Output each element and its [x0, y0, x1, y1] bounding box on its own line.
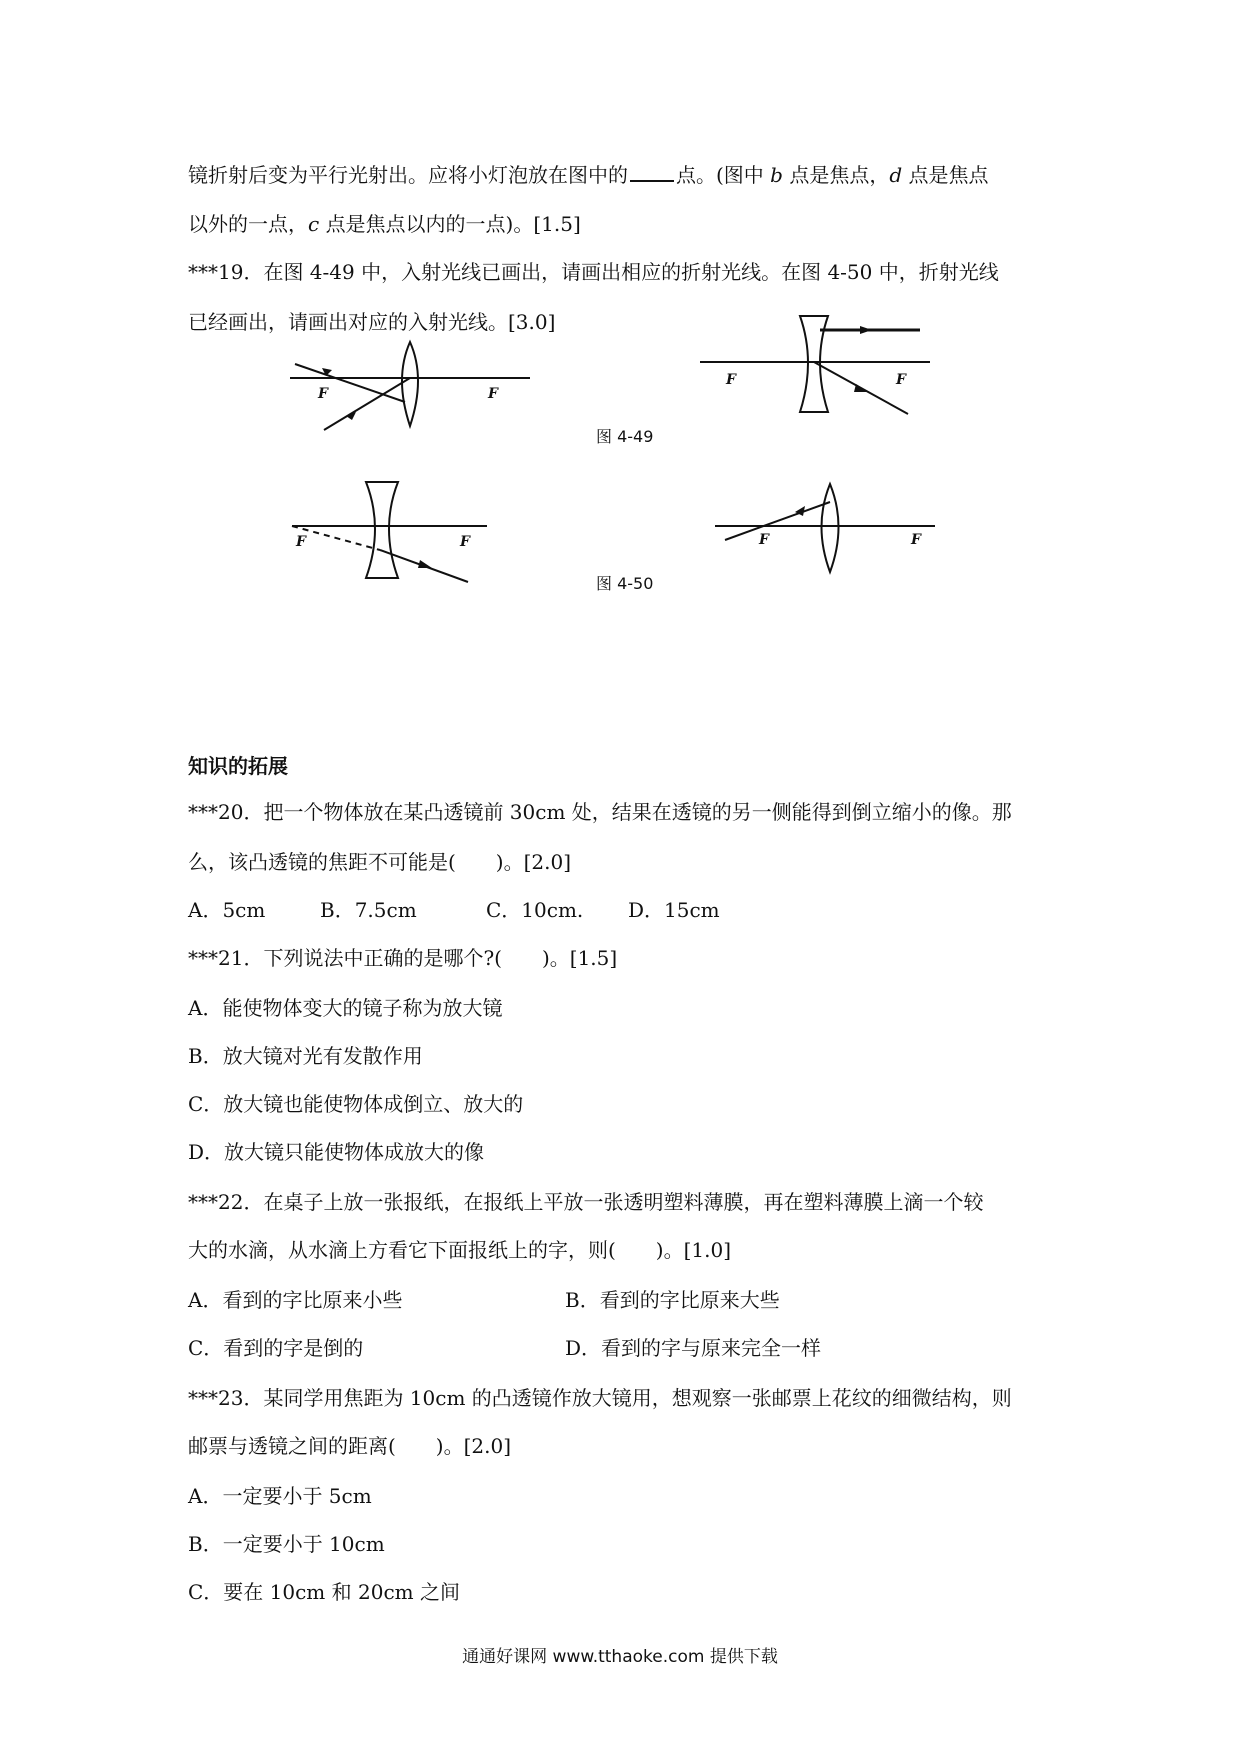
q23-line-2: 邮票与透镜之间的距离( )。[2.0] — [188, 1434, 512, 1458]
q18-text-e: 以外的一点， — [188, 212, 308, 236]
figure-4-49-caption: 图 4-49 — [596, 427, 654, 446]
q18-text-b: 点。(图中 — [676, 163, 764, 187]
q20-option-a: A．5cm — [188, 898, 266, 922]
q18-text-f: 点是焦点以内的一点)。[1.5] — [325, 212, 581, 236]
q22-option-d: D．看到的字与原来完全一样 — [565, 1336, 822, 1360]
q21-option-b: B．放大镜对光有发散作用 — [188, 1044, 423, 1068]
section-title: 知识的拓展 — [188, 754, 288, 778]
figure-4-50-left-focus-f1: F — [296, 534, 306, 550]
q19-line-2: 已经画出，请画出对应的入射光线。[3.0] — [188, 310, 556, 334]
page-footer: 通通好课网 www.tthaoke.com 提供下载 — [462, 1647, 778, 1667]
q18-point-c: c — [308, 212, 320, 236]
figure-4-49-concave-lens — [700, 312, 930, 422]
figure-4-49-left-focus-f1: F — [318, 386, 328, 402]
q23-option-b: B．一定要小于 10cm — [188, 1532, 385, 1556]
figure-4-50-convex-lens — [715, 484, 940, 574]
q18-answer-blank — [630, 160, 674, 182]
figure-4-49-left-focus-f2: F — [488, 386, 498, 402]
q20-option-c: C．10cm. — [486, 898, 584, 922]
figure-4-50-caption: 图 4-50 — [596, 574, 654, 593]
figure-4-50-right-focus-f2: F — [911, 532, 921, 548]
q23-option-a: A．一定要小于 5cm — [188, 1484, 372, 1508]
figure-4-50-concave-lens — [292, 478, 492, 588]
q18-text-c: 点是焦点， — [789, 163, 890, 187]
q18-point-d: d — [889, 163, 903, 187]
q22-option-a: A．看到的字比原来小些 — [188, 1288, 403, 1312]
q22-line-1: ***22．在桌子上放一张报纸，在报纸上平放一张透明塑料薄膜，再在塑料薄膜上滴一个较 — [188, 1190, 984, 1214]
q20-option-d: D．15cm — [628, 898, 720, 922]
figure-4-50-right-focus-f1: F — [759, 532, 769, 548]
q20-option-b: B．7.5cm — [320, 898, 417, 922]
q22-option-c: C．看到的字是倒的 — [188, 1336, 364, 1360]
figure-4-50-left-focus-f2: F — [460, 534, 470, 550]
q18-text-d: 点是焦点 — [908, 163, 989, 187]
q18-line-2 — [188, 210, 581, 238]
figure-4-49-right-focus-f1: F — [726, 372, 736, 388]
q22-option-b: B．看到的字比原来大些 — [565, 1288, 780, 1312]
q18-text-a: 镜折射后变为平行光射出。应将小灯泡放在图中的 — [188, 163, 628, 187]
q20-options — [188, 896, 720, 924]
q23-option-c: C．要在 10cm 和 20cm 之间 — [188, 1580, 460, 1604]
q19-line-1: ***19．在图 4-49 中，入射光线已画出，请画出相应的折射光线。在图 4-50 中，折射光线 — [188, 260, 999, 284]
q20-line-1: ***20．把一个物体放在某凸透镜前 30cm 处，结果在透镜的另一侧能得到倒立缩小的像。那 — [188, 800, 1012, 824]
q22-line-2: 大的水滴，从水滴上方看它下面报纸上的字，则( )。[1.0] — [188, 1238, 732, 1262]
q23-line-1: ***23．某同学用焦距为 10cm 的凸透镜作放大镜用，想观察一张邮票上花纹的细微结构，则 — [188, 1386, 1012, 1410]
figure-4-49-right-focus-f2: F — [896, 372, 906, 388]
q21-option-a: A．能使物体变大的镜子称为放大镜 — [188, 996, 503, 1020]
q21-option-c: C．放大镜也能使物体成倒立、放大的 — [188, 1092, 524, 1116]
figure-4-49-convex-lens — [290, 340, 530, 440]
q21-option-d: D．放大镜只能使物体成放大的像 — [188, 1140, 485, 1164]
q21-stem: ***21．下列说法中正确的是哪个?( )。[1.5] — [188, 946, 618, 970]
q18-line-1 — [188, 160, 989, 189]
q20-line-2: 么，该凸透镜的焦距不可能是( )。[2.0] — [188, 850, 572, 874]
q18-point-b: b — [770, 163, 783, 187]
